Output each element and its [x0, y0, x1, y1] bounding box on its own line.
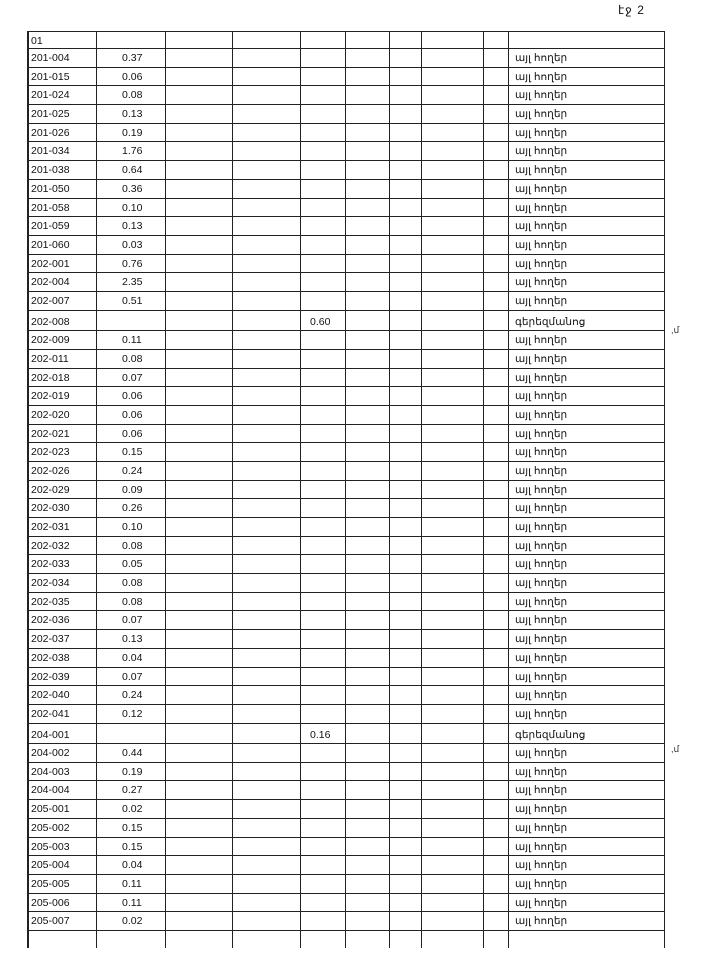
- special-area-value: [310, 894, 370, 912]
- parcel-code: 205-006: [31, 896, 70, 909]
- special-area-value: [310, 387, 370, 405]
- table-row: [27, 686, 665, 705]
- area-value: 0.11: [122, 334, 142, 347]
- table-row: [27, 161, 665, 180]
- area-value: 0.08: [122, 352, 143, 365]
- area-value: 0.10: [122, 201, 143, 214]
- land-use-label: այլ հողեր: [515, 276, 568, 289]
- special-area-value: [310, 68, 370, 86]
- parcel-code: 202-036: [31, 614, 70, 627]
- table-row: [27, 649, 665, 668]
- parcel-code: 202-038: [31, 651, 70, 664]
- side-mark: ,մ: [671, 325, 680, 335]
- table-row: [27, 724, 665, 745]
- special-area-value: [310, 425, 370, 443]
- special-area-value: [310, 819, 370, 837]
- table-row: [27, 800, 665, 819]
- land-use-label: այլ հողեր: [515, 164, 568, 177]
- area-value: 0.07: [122, 670, 143, 683]
- area-value: 0.09: [122, 483, 143, 496]
- land-use-label: այլ հողեր: [515, 840, 568, 853]
- parcel-code: 205-007: [31, 915, 70, 928]
- table-row: [27, 875, 665, 894]
- parcel-code: 202-019: [31, 390, 70, 403]
- special-area-value: [310, 481, 370, 499]
- land-use-label: այլ հողեր: [515, 483, 568, 496]
- area-value: 0.15: [122, 821, 143, 834]
- table-row: [27, 611, 665, 630]
- land-use-label: այլ հողեր: [515, 821, 568, 834]
- parcel-code: 202-041: [31, 707, 70, 720]
- area-value: 0.02: [122, 803, 143, 816]
- special-area-value: [310, 875, 370, 893]
- land-use-label: այլ հողեր: [515, 182, 568, 195]
- parcel-code: 202-020: [31, 408, 70, 421]
- parcel-code: 201-024: [31, 89, 70, 102]
- special-area-value: [310, 668, 370, 686]
- land-use-label: այլ հողեր: [515, 89, 568, 102]
- parcel-code: 202-029: [31, 483, 70, 496]
- table-row: [27, 124, 665, 143]
- special-area-value: [310, 217, 370, 235]
- land-use-label: այլ հողեր: [515, 502, 568, 515]
- parcel-code: 201-004: [31, 52, 70, 64]
- special-area-value: [310, 744, 370, 762]
- area-value: 0.44: [122, 747, 143, 760]
- area-value: 0.64: [122, 164, 143, 177]
- special-area-value: [310, 236, 370, 254]
- special-area-value: [310, 912, 370, 930]
- table-row: [27, 894, 665, 913]
- parcel-code: 202-032: [31, 539, 70, 552]
- table-row: [27, 499, 665, 518]
- table-row: [27, 819, 665, 838]
- table-row: [27, 217, 665, 236]
- special-area-value: [310, 142, 370, 160]
- table-row: [27, 481, 665, 500]
- parcel-code: 204-002: [31, 747, 70, 760]
- land-use-label: այլ հողեր: [515, 70, 568, 83]
- area-value: 0.05: [122, 558, 143, 571]
- parcel-code: 205-003: [31, 840, 70, 853]
- special-area-value: [310, 443, 370, 461]
- area-value: 0.19: [122, 126, 143, 139]
- area-value: 0.08: [122, 577, 143, 590]
- special-area-value: [310, 686, 370, 704]
- land-use-label: այլ հողեր: [515, 521, 568, 533]
- parcel-code: 201-034: [31, 145, 70, 158]
- area-value: 0.26: [122, 502, 143, 515]
- area-value: 0.15: [122, 446, 143, 459]
- table-row: [27, 425, 665, 444]
- special-area-value: [310, 331, 370, 349]
- table-row: [27, 292, 665, 311]
- table-row: [27, 705, 665, 724]
- parcel-code: 202-021: [31, 427, 70, 440]
- table-row: [27, 199, 665, 218]
- special-area-value: [310, 593, 370, 611]
- table-row: [27, 462, 665, 481]
- land-use-label: այլ հողեր: [515, 201, 568, 214]
- parcel-code: 202-033: [31, 558, 70, 571]
- special-area-value: [310, 350, 370, 368]
- parcel-code: 201-026: [31, 126, 70, 139]
- area-value: 0.13: [122, 633, 143, 646]
- special-area-value: [310, 611, 370, 629]
- parcel-code: 202-031: [31, 521, 70, 533]
- special-area-value: [310, 800, 370, 818]
- land-use-label: այլ հողեր: [515, 352, 568, 365]
- special-area-value: 0.60: [310, 315, 331, 328]
- special-area-value: [310, 369, 370, 387]
- area-value: 0.06: [122, 390, 143, 403]
- special-area-value: [310, 273, 370, 291]
- area-value: 0.06: [122, 408, 143, 421]
- table-row: [27, 311, 665, 332]
- area-value: 0.04: [122, 651, 143, 664]
- table-row: [27, 369, 665, 388]
- special-area-value: [310, 781, 370, 799]
- parcel-code: 202-001: [31, 257, 70, 270]
- parcel-code: 202-037: [31, 633, 70, 646]
- land-use-label: այլ հողեր: [515, 915, 568, 928]
- parcel-code: 205-004: [31, 859, 70, 872]
- land-use-label: այլ հողեր: [515, 651, 568, 664]
- parcel-code: 202-039: [31, 670, 70, 683]
- land-use-label: այլ հողեր: [515, 52, 568, 64]
- land-use-label: այլ հողեր: [515, 633, 568, 646]
- land-use-label: այլ հողեր: [515, 707, 568, 720]
- special-area-value: [310, 105, 370, 123]
- parcel-code: 201-025: [31, 108, 70, 121]
- table-row: [27, 331, 665, 350]
- parcel-code: 202-035: [31, 595, 70, 608]
- land-use-label: այլ հողեր: [515, 390, 568, 403]
- table-row: [27, 255, 665, 274]
- table-row: [27, 555, 665, 574]
- table-row: [27, 443, 665, 462]
- land-use-label: այլ հողեր: [515, 689, 568, 702]
- area-value: 0.08: [122, 595, 143, 608]
- area-value: 0.76: [122, 257, 143, 270]
- special-area-value: [310, 86, 370, 104]
- area-value: 0.11: [122, 896, 142, 909]
- table-row: [27, 744, 665, 763]
- land-use-label: այլ հողեր: [515, 464, 568, 477]
- parcel-code: 202-008: [31, 315, 70, 328]
- parcel-code: 201-050: [31, 182, 70, 195]
- area-value: 0.02: [122, 915, 143, 928]
- table-row: [27, 350, 665, 369]
- land-register-table: [27, 31, 665, 931]
- parcel-code: 205-001: [31, 803, 70, 816]
- area-value: 0.15: [122, 840, 143, 853]
- parcel-code: 205-005: [31, 877, 70, 890]
- table-row: [27, 142, 665, 161]
- land-use-label: այլ հողեր: [515, 595, 568, 608]
- special-area-value: [310, 856, 370, 874]
- header-code: 01: [31, 35, 43, 47]
- table-row: [27, 68, 665, 87]
- parcel-code: 202-009: [31, 334, 70, 347]
- area-value: 0.08: [122, 539, 143, 552]
- area-value: 0.19: [122, 765, 143, 778]
- table-row: [27, 49, 665, 68]
- parcel-code: 202-040: [31, 689, 70, 702]
- special-area-value: [310, 180, 370, 198]
- table-row: [27, 537, 665, 556]
- special-area-value: [310, 462, 370, 480]
- area-value: 0.37: [122, 52, 143, 64]
- table-row: [27, 912, 665, 931]
- special-area-value: [310, 161, 370, 179]
- table-header-row: [27, 31, 665, 49]
- parcel-code: 201-038: [31, 164, 70, 177]
- area-value: 0.27: [122, 784, 143, 797]
- land-use-label: գերեզմանոց: [515, 315, 586, 328]
- special-area-value: [310, 574, 370, 592]
- parcel-code: 204-001: [31, 728, 70, 741]
- land-use-label: այլ հողեր: [515, 257, 568, 270]
- parcel-code: 202-034: [31, 577, 70, 590]
- parcel-code: 202-004: [31, 276, 70, 289]
- table-row: [27, 856, 665, 875]
- parcel-code: 201-060: [31, 238, 70, 251]
- land-use-label: գերեզմանոց: [515, 728, 586, 741]
- parcel-code: 201-059: [31, 220, 70, 233]
- land-use-label: այլ հողեր: [515, 220, 568, 233]
- land-use-label: այլ հողեր: [515, 877, 568, 890]
- land-use-label: այլ հողեր: [515, 747, 568, 760]
- parcel-code: 202-026: [31, 464, 70, 477]
- special-area-value: [310, 649, 370, 667]
- special-area-value: [310, 124, 370, 142]
- area-value: 0.13: [122, 220, 143, 233]
- area-value: 0.24: [122, 464, 143, 477]
- land-use-label: այլ հողեր: [515, 371, 568, 384]
- parcel-code: 202-011: [31, 352, 69, 365]
- special-area-value: [310, 255, 370, 273]
- special-area-value: [310, 406, 370, 424]
- table-row: [27, 86, 665, 105]
- area-value: 0.07: [122, 614, 143, 627]
- special-area-value: [310, 518, 370, 536]
- parcel-code: 205-002: [31, 821, 70, 834]
- table-row: [27, 763, 665, 782]
- land-use-label: այլ հողեր: [515, 427, 568, 440]
- land-use-label: այլ հողեր: [515, 238, 568, 251]
- parcel-code: 202-007: [31, 294, 70, 307]
- special-area-value: [310, 199, 370, 217]
- special-area-value: [310, 630, 370, 648]
- table-body: [27, 49, 665, 931]
- table-row: [27, 630, 665, 649]
- special-area-value: [310, 499, 370, 517]
- table-row: [27, 781, 665, 800]
- land-use-label: այլ հողեր: [515, 108, 568, 121]
- land-use-label: այլ հողեր: [515, 446, 568, 459]
- table-row: [27, 406, 665, 425]
- area-value: 0.24: [122, 689, 143, 702]
- land-use-label: այլ հողեր: [515, 558, 568, 571]
- page-number: էջ 2: [618, 3, 645, 17]
- land-use-label: այլ հողեր: [515, 765, 568, 778]
- land-use-label: այլ հողեր: [515, 859, 568, 872]
- land-use-label: այլ հողեր: [515, 803, 568, 816]
- table-row: [27, 838, 665, 857]
- parcel-code: 204-004: [31, 784, 70, 797]
- area-value: 0.13: [122, 108, 143, 121]
- special-area-value: [310, 555, 370, 573]
- land-use-label: այլ հողեր: [515, 539, 568, 552]
- table-row: [27, 273, 665, 292]
- area-value: 0.10: [122, 521, 143, 533]
- area-value: [122, 724, 182, 744]
- special-area-value: [310, 49, 370, 67]
- parcel-code: 201-015: [31, 70, 70, 83]
- parcel-code: 202-030: [31, 502, 70, 515]
- area-value: 0.11: [122, 877, 142, 890]
- land-use-label: այլ հողեր: [515, 670, 568, 683]
- special-area-value: [310, 763, 370, 781]
- land-use-label: այլ հողեր: [515, 408, 568, 421]
- area-value: 1.76: [122, 145, 143, 158]
- table-row: [27, 668, 665, 687]
- table-row: [27, 105, 665, 124]
- land-use-label: այլ հողեր: [515, 145, 568, 158]
- land-use-label: այլ հողեր: [515, 896, 568, 909]
- area-value: 0.08: [122, 89, 143, 102]
- area-value: 0.36: [122, 182, 143, 195]
- special-area-value: [310, 292, 370, 310]
- parcel-code: 202-023: [31, 446, 70, 459]
- land-use-label: այլ հողեր: [515, 784, 568, 797]
- special-area-value: [310, 838, 370, 856]
- area-value: 0.04: [122, 859, 143, 872]
- parcel-code: 201-058: [31, 201, 70, 214]
- special-area-value: 0.16: [310, 728, 331, 741]
- land-use-label: այլ հողեր: [515, 126, 568, 139]
- parcel-code: 202-018: [31, 371, 70, 384]
- special-area-value: [310, 537, 370, 555]
- land-use-label: այլ հողեր: [515, 577, 568, 590]
- area-value: 2.35: [122, 276, 143, 289]
- table-row: [27, 387, 665, 406]
- special-area-value: [310, 705, 370, 723]
- area-value: 0.06: [122, 427, 143, 440]
- area-value: 0.06: [122, 70, 143, 83]
- land-use-label: այլ հողեր: [515, 294, 568, 307]
- area-value: 0.12: [122, 707, 143, 720]
- table-row: [27, 236, 665, 255]
- table-row: [27, 574, 665, 593]
- area-value: 0.03: [122, 238, 143, 251]
- area-value: 0.51: [122, 294, 143, 307]
- table-row: [27, 518, 665, 537]
- area-value: [122, 311, 182, 331]
- table-row: [27, 593, 665, 612]
- area-value: 0.07: [122, 371, 143, 384]
- side-mark: ,մ: [671, 744, 680, 754]
- parcel-code: 204-003: [31, 765, 70, 778]
- table-row: [27, 180, 665, 199]
- land-use-label: այլ հողեր: [515, 614, 568, 627]
- land-use-label: այլ հողեր: [515, 334, 568, 347]
